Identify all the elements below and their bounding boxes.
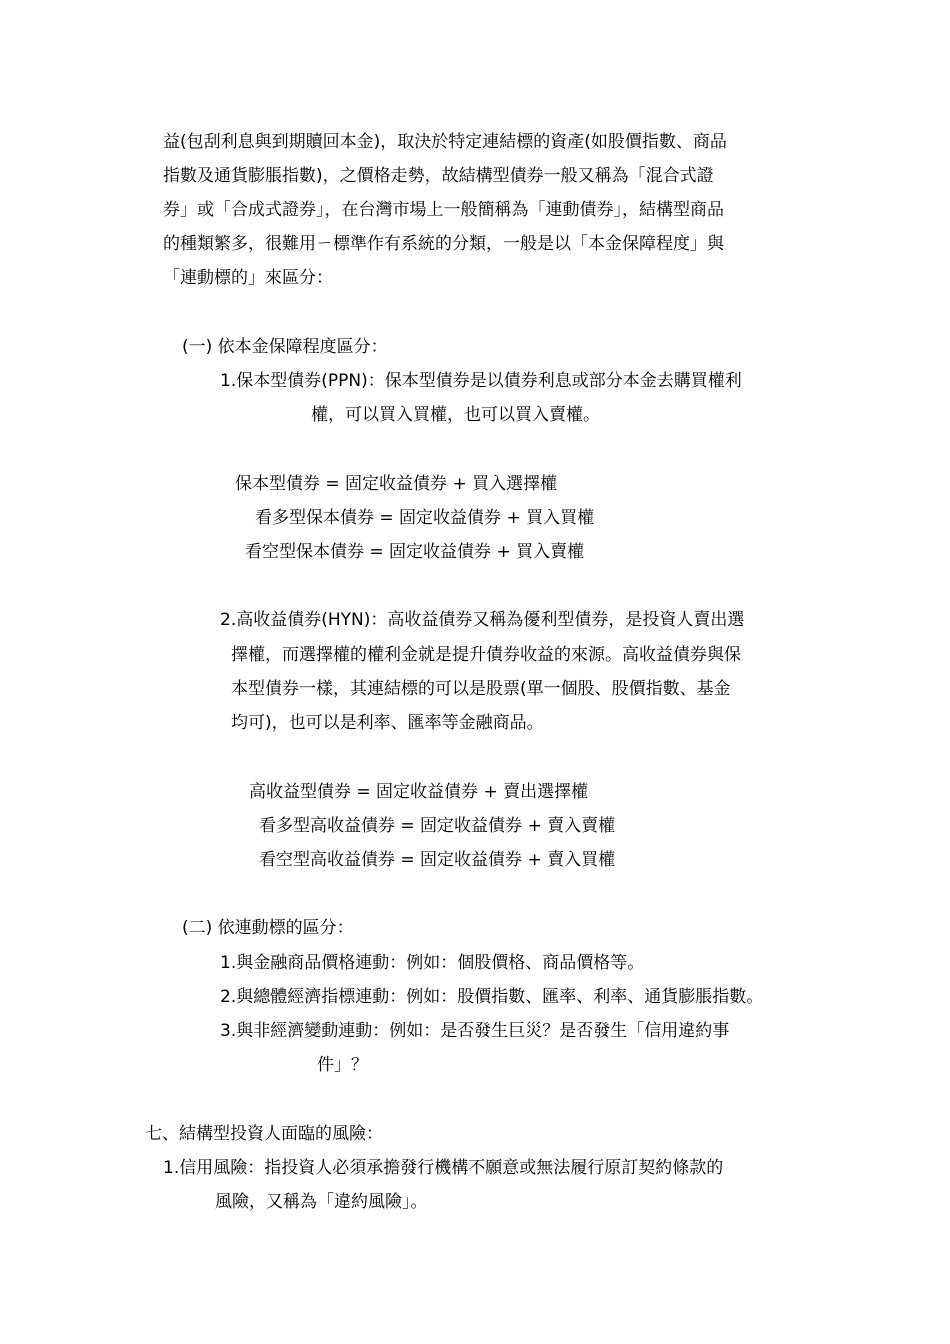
ppn-formula-2: 看多型保本債券 = 固定收益債券 + 買入買權 xyxy=(255,508,595,528)
ppn-formula-3: 看空型保本債券 = 固定收益債券 + 買入賣權 xyxy=(245,542,585,562)
intro-line-4: 的種類繁多，很難用ㄧ標準作有系統的分類，一般是以「本金保障程度」與 xyxy=(163,234,724,254)
section7-heading: 七、結構型投資人面臨的風險： xyxy=(145,1124,383,1144)
hyn-item-line-2: 擇權，而選擇權的權利金就是提升債券收益的來源。高收益債券與保 xyxy=(231,645,741,665)
ppn-formula-1: 保本型債券 = 固定收益債券 + 買入選擇權 xyxy=(235,474,558,494)
ppn-item-line-2: 權，可以買入買權，也可以買入賣權。 xyxy=(311,405,600,425)
section2-item-2: 2.與總體經濟指標連動：例如：股價指數、匯率、利率、通貨膨脹指數。 xyxy=(220,987,764,1007)
credit-risk-line-1: 1.信用風險：指投資人必須承擔發行機構不願意或無法履行原訂契約條款的 xyxy=(163,1158,724,1178)
hyn-formula-2: 看多型高收益債券 = 固定收益債券 + 賣入賣權 xyxy=(259,816,616,836)
hyn-item-line-4: 均可)，也可以是利率、匯率等金融商品。 xyxy=(231,713,544,733)
intro-line-5: 「連動標的」來區分： xyxy=(163,268,333,288)
hyn-item-line-1: 2.高收益債券(HYN)：高收益債券又稱為優利型債券，是投資人賣出選 xyxy=(220,610,745,630)
hyn-formula-1: 高收益型債券 = 固定收益債券 + 賣出選擇權 xyxy=(249,782,589,802)
intro-line-1: 益(包刮利息與到期贖回本金)，取決於特定連結標的資產(如股價指數、商品 xyxy=(163,132,727,152)
credit-risk-line-2: 風險，又稱為「違約風險」。 xyxy=(215,1192,428,1212)
section2-item-3-cont: 件」？ xyxy=(317,1055,368,1075)
section2-item-3: 3.與非經濟變動連動：例如：是否發生巨災？是否發生「信用違約事 xyxy=(220,1021,730,1041)
ppn-item-line-1: 1.保本型債券(PPN)：保本型債券是以債券利息或部分本金去購買權利 xyxy=(220,371,742,391)
hyn-formula-3: 看空型高收益債券 = 固定收益債券 + 賣入買權 xyxy=(259,850,616,870)
intro-line-2: 指數及通貨膨脹指數)，之價格走勢，故結構型債券一般又稱為「混合式證 xyxy=(163,166,714,186)
intro-line-3: 券」或「合成式證券」，在台灣市場上一般簡稱為「連動債券」，結構型商品 xyxy=(163,200,724,220)
section2-item-1: 1.與金融商品價格連動：例如：個股價格、商品價格等。 xyxy=(220,953,645,973)
section2-heading: (二) 依連動標的區分： xyxy=(182,918,354,938)
section1-heading: (一) 依本金保障程度區分： xyxy=(182,337,388,357)
hyn-item-line-3: 本型債券一樣，其連結標的可以是股票(單一個股、股價指數、基金 xyxy=(231,679,731,699)
